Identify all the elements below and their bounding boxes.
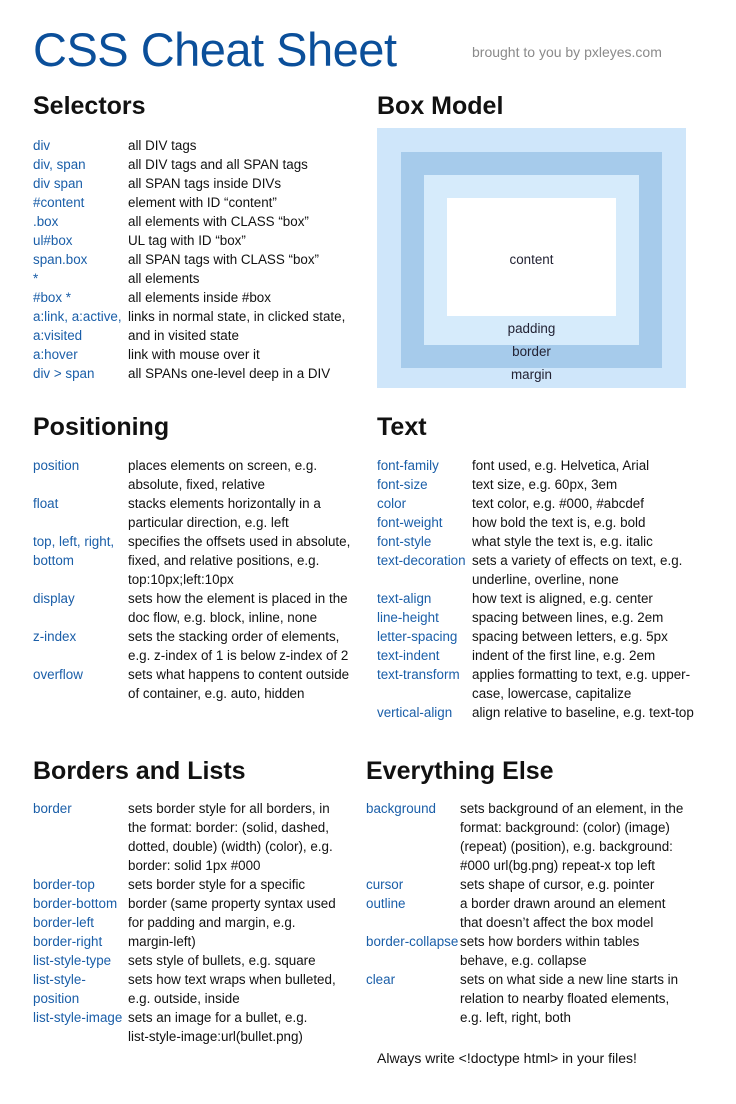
page-title: CSS Cheat Sheet (33, 23, 397, 76)
description-line: dotted, double) (width) (color), e.g. (128, 839, 333, 854)
property-line: background (366, 801, 436, 816)
property-name (33, 345, 128, 364)
table-row (33, 665, 350, 703)
description-line: sets border style for a specific (128, 877, 306, 892)
description-line: sets style of bullets, e.g. square (128, 953, 316, 968)
table-row (377, 475, 694, 494)
property-name (33, 288, 128, 307)
table-row (33, 231, 345, 250)
property-line: .box (33, 214, 59, 229)
property-line: list-style-type (33, 953, 112, 968)
property-line: cursor (366, 877, 404, 892)
property-name (33, 875, 128, 951)
property-description (128, 193, 277, 212)
property-description (472, 532, 653, 551)
property-name (33, 231, 128, 250)
description-line: all elements (128, 271, 200, 286)
property-name (33, 269, 128, 288)
description-line: link with mouse over it (128, 347, 260, 362)
property-description (128, 627, 348, 665)
property-line: text-align (377, 591, 432, 606)
text-list (377, 456, 694, 722)
property-name (33, 627, 128, 665)
description-line: all elements inside #box (128, 290, 271, 305)
table-row (33, 136, 345, 155)
property-name (33, 456, 128, 494)
description-line: format: background: (color) (image) (460, 820, 670, 835)
property-line: position (33, 458, 80, 473)
table-row (377, 665, 694, 703)
table-row (33, 589, 350, 627)
property-description (128, 136, 196, 155)
table-row (33, 1008, 336, 1046)
table-row (33, 193, 345, 212)
description-line: sets an image for a bullet, e.g. (128, 1010, 308, 1025)
property-description (128, 364, 330, 383)
description-line: all SPANs one-level deep in a DIV (128, 366, 331, 381)
property-name (377, 532, 472, 551)
table-row (377, 494, 694, 513)
property-line: * (33, 271, 39, 286)
property-name (377, 627, 472, 646)
description-line: spacing between letters, e.g. 5px (472, 629, 668, 644)
description-line: border: solid 1px #000 (128, 858, 261, 873)
property-line: text-indent (377, 648, 440, 663)
description-line: that doesn’t affect the box model (460, 915, 654, 930)
selectors-heading: Selectors (33, 92, 146, 120)
table-row (33, 799, 336, 875)
description-line: stacks elements horizontally in a (128, 496, 321, 511)
property-description (472, 513, 645, 532)
description-line: e.g. z-index of 1 is below z-index of 2 (128, 648, 349, 663)
property-line: line-height (377, 610, 439, 625)
property-name (366, 932, 460, 970)
margin-label: margin (511, 367, 552, 382)
description-line: and in visited state (128, 328, 239, 343)
property-description (128, 456, 317, 494)
property-line: border-top (33, 877, 95, 892)
property-description (460, 875, 654, 894)
description-line: sets on what side a new line starts in (460, 972, 679, 987)
description-line: (repeat) (position), e.g. background: (460, 839, 673, 854)
description-line: text size, e.g. 60px, 3em (472, 477, 618, 492)
property-line: span.box (33, 252, 88, 267)
description-line: top:10px;left:10px (128, 572, 234, 587)
table-row (33, 364, 345, 383)
property-description (460, 894, 665, 932)
property-description (472, 665, 690, 703)
property-line: font-style (377, 534, 432, 549)
description-line: fixed, and relative positions, e.g. (128, 553, 320, 568)
description-line: all SPAN tags inside DIVs (128, 176, 282, 191)
table-row (33, 875, 336, 951)
property-name (33, 326, 128, 345)
table-row (366, 970, 683, 1027)
property-line: border (33, 801, 72, 816)
positioning-list (33, 456, 350, 703)
property-line: border-right (33, 934, 103, 949)
table-row (33, 307, 345, 326)
description-line: font used, e.g. Helvetica, Arial (472, 458, 650, 473)
property-description (460, 970, 678, 1027)
property-description (128, 155, 308, 174)
description-line: doc flow, e.g. block, inline, none (128, 610, 318, 625)
table-row (33, 494, 350, 532)
property-name (377, 456, 472, 475)
property-description (472, 551, 682, 589)
property-name (377, 589, 472, 608)
footer-note: Always write <!doctype html> in your files! (377, 1050, 637, 1066)
table-row (366, 875, 683, 894)
description-line: indent of the first line, e.g. 2em (472, 648, 656, 663)
property-line: overflow (33, 667, 83, 682)
property-description (128, 212, 309, 231)
property-description (472, 627, 668, 646)
table-row (377, 608, 694, 627)
property-line: font-weight (377, 515, 443, 530)
table-row (33, 269, 345, 288)
property-description (472, 456, 649, 475)
property-line: a:visited (33, 328, 83, 343)
description-line: text color, e.g. #000, #abcdef (472, 496, 644, 511)
property-name (33, 307, 128, 326)
table-row (33, 155, 345, 174)
table-row (366, 932, 683, 970)
content-label: content (509, 252, 554, 267)
description-line: underline, overline, none (472, 572, 619, 587)
description-line: sets background of an element, in the (460, 801, 684, 816)
property-name (377, 475, 472, 494)
description-line: sets shape of cursor, e.g. pointer (460, 877, 655, 892)
description-line: relation to nearby floated elements, (460, 991, 670, 1006)
property-line: div, span (33, 157, 86, 172)
description-line: all DIV tags and all SPAN tags (128, 157, 308, 172)
description-line: case, lowercase, capitalize (472, 686, 632, 701)
description-line: e.g. outside, inside (128, 991, 240, 1006)
property-line: clear (366, 972, 396, 987)
property-line: color (377, 496, 407, 511)
property-name (33, 970, 128, 1008)
table-row (33, 174, 345, 193)
everything-else-list (366, 799, 683, 1027)
property-name (33, 951, 128, 970)
description-line: sets how text wraps when bulleted, (128, 972, 336, 987)
table-row (366, 799, 683, 875)
table-row (33, 288, 345, 307)
property-name (33, 155, 128, 174)
property-description (128, 875, 336, 951)
description-line: spacing between lines, e.g. 2em (472, 610, 664, 625)
property-line: z-index (33, 629, 77, 644)
property-description (128, 665, 349, 703)
property-name (366, 799, 460, 875)
table-row (377, 703, 694, 722)
property-line: list-style-image (33, 1010, 123, 1025)
property-line: ul#box (33, 233, 73, 248)
description-line: behave, e.g. collapse (460, 953, 587, 968)
table-row (33, 326, 345, 345)
table-row (377, 589, 694, 608)
property-description (128, 1008, 307, 1046)
property-name (33, 193, 128, 212)
property-line: a:link, a:active, (33, 309, 122, 324)
table-row (33, 345, 345, 364)
property-line: float (33, 496, 59, 511)
description-line: particular direction, e.g. left (128, 515, 289, 530)
table-row (33, 532, 350, 589)
table-row (33, 212, 345, 231)
property-name (366, 894, 460, 932)
description-line: sets the stacking order of elements, (128, 629, 340, 644)
table-row (33, 970, 336, 1008)
table-row (366, 894, 683, 932)
description-line: what style the text is, e.g. italic (472, 534, 653, 549)
selectors-list (33, 136, 345, 383)
description-line: list-style-image:url(bullet.png) (128, 1029, 303, 1044)
table-row (33, 627, 350, 665)
property-name (33, 250, 128, 269)
property-description (472, 475, 617, 494)
property-description (472, 703, 694, 722)
property-description (128, 799, 333, 875)
property-name (33, 136, 128, 155)
property-line: top, left, right, (33, 534, 115, 549)
table-row (377, 456, 694, 475)
property-name (377, 703, 472, 722)
description-line: for padding and margin, e.g. (128, 915, 296, 930)
description-line: of container, e.g. auto, hidden (128, 686, 305, 701)
property-description (128, 174, 281, 193)
description-line: border (same property syntax used (128, 896, 336, 911)
description-line: margin-left) (128, 934, 196, 949)
description-line: how bold the text is, e.g. bold (472, 515, 646, 530)
description-line: all DIV tags (128, 138, 197, 153)
table-row (377, 646, 694, 665)
description-line: align relative to baseline, e.g. text-top (472, 705, 694, 720)
property-line: display (33, 591, 75, 606)
padding-label: padding (507, 321, 556, 336)
property-description (128, 231, 246, 250)
property-description (128, 494, 321, 532)
borders-list (33, 799, 336, 1046)
property-line: #box * (33, 290, 71, 305)
property-description (472, 646, 655, 665)
table-row (33, 456, 350, 494)
property-name (33, 665, 128, 703)
property-name (33, 799, 128, 875)
description-line: sets border style for all borders, in (128, 801, 330, 816)
description-line: element with ID “content” (128, 195, 277, 210)
property-name (377, 494, 472, 513)
property-name (366, 970, 460, 1027)
property-description (472, 494, 644, 513)
description-line: sets how borders within tables (460, 934, 640, 949)
property-line: bottom (33, 553, 74, 568)
property-name (377, 608, 472, 627)
description-line: UL tag with ID “box” (128, 233, 246, 248)
property-line: text-decoration (377, 553, 466, 568)
property-name (33, 1008, 128, 1046)
table-row (33, 250, 345, 269)
property-description (460, 799, 683, 875)
description-line: the format: border: (solid, dashed, (128, 820, 329, 835)
property-name (377, 513, 472, 532)
property-name (377, 551, 472, 589)
property-description (128, 326, 239, 345)
property-line: list-style- (33, 972, 86, 987)
description-line: links in normal state, in clicked state, (128, 309, 346, 324)
description-line: a border drawn around an element (460, 896, 666, 911)
description-line: sets what happens to content outside (128, 667, 350, 682)
byline: brought to you by pxleyes.com (472, 44, 662, 60)
description-line: e.g. left, right, both (460, 1010, 571, 1025)
property-description (472, 608, 663, 627)
property-line: div (33, 138, 51, 153)
property-description (128, 951, 316, 970)
property-name (33, 532, 128, 589)
property-description (128, 589, 348, 627)
table-row (377, 532, 694, 551)
property-description (128, 307, 345, 326)
property-line: letter-spacing (377, 629, 458, 644)
property-name (33, 212, 128, 231)
table-row (33, 951, 336, 970)
property-line: text-transform (377, 667, 460, 682)
positioning-heading: Positioning (33, 413, 170, 441)
property-description (128, 250, 319, 269)
property-line: border-left (33, 915, 95, 930)
property-description (128, 532, 350, 589)
property-line: vertical-align (377, 705, 453, 720)
property-name (33, 364, 128, 383)
property-line: font-size (377, 477, 428, 492)
property-description (128, 970, 336, 1008)
property-name (33, 589, 128, 627)
property-name (366, 875, 460, 894)
property-name (377, 665, 472, 703)
description-line: all elements with CLASS “box” (128, 214, 309, 229)
property-line: div span (33, 176, 83, 191)
borders-heading: Borders and Lists (33, 757, 246, 785)
property-description (460, 932, 639, 970)
description-line: all SPAN tags with CLASS “box” (128, 252, 320, 267)
description-line: sets a variety of effects on text, e.g. (472, 553, 683, 568)
property-description (472, 589, 653, 608)
property-description (128, 288, 271, 307)
table-row (377, 513, 694, 532)
property-line: border-bottom (33, 896, 118, 911)
description-line: how text is aligned, e.g. center (472, 591, 653, 606)
property-line: outline (366, 896, 406, 911)
property-name (377, 646, 472, 665)
property-description (128, 345, 260, 364)
property-line: #content (33, 195, 85, 210)
property-line: font-family (377, 458, 439, 473)
property-name (33, 174, 128, 193)
box-model-heading: Box Model (377, 92, 504, 120)
description-line: applies formatting to text, e.g. upper- (472, 667, 691, 682)
box-model-diagram (377, 128, 686, 388)
table-row (377, 627, 694, 646)
description-line: sets how the element is placed in the (128, 591, 348, 606)
property-line: div > span (33, 366, 95, 381)
table-row (377, 551, 694, 589)
everything-else-heading: Everything Else (366, 757, 554, 785)
property-line: position (33, 991, 80, 1006)
description-line: specifies the offsets used in absolute, (128, 534, 351, 549)
description-line: #000 url(bg.png) repeat-x top left (460, 858, 656, 873)
border-label: border (512, 344, 551, 359)
text-heading: Text (377, 413, 427, 441)
description-line: places elements on screen, e.g. (128, 458, 318, 473)
property-name (33, 494, 128, 532)
property-description (128, 269, 199, 288)
property-line: border-collapse (366, 934, 459, 949)
description-line: absolute, fixed, relative (128, 477, 265, 492)
property-line: a:hover (33, 347, 78, 362)
